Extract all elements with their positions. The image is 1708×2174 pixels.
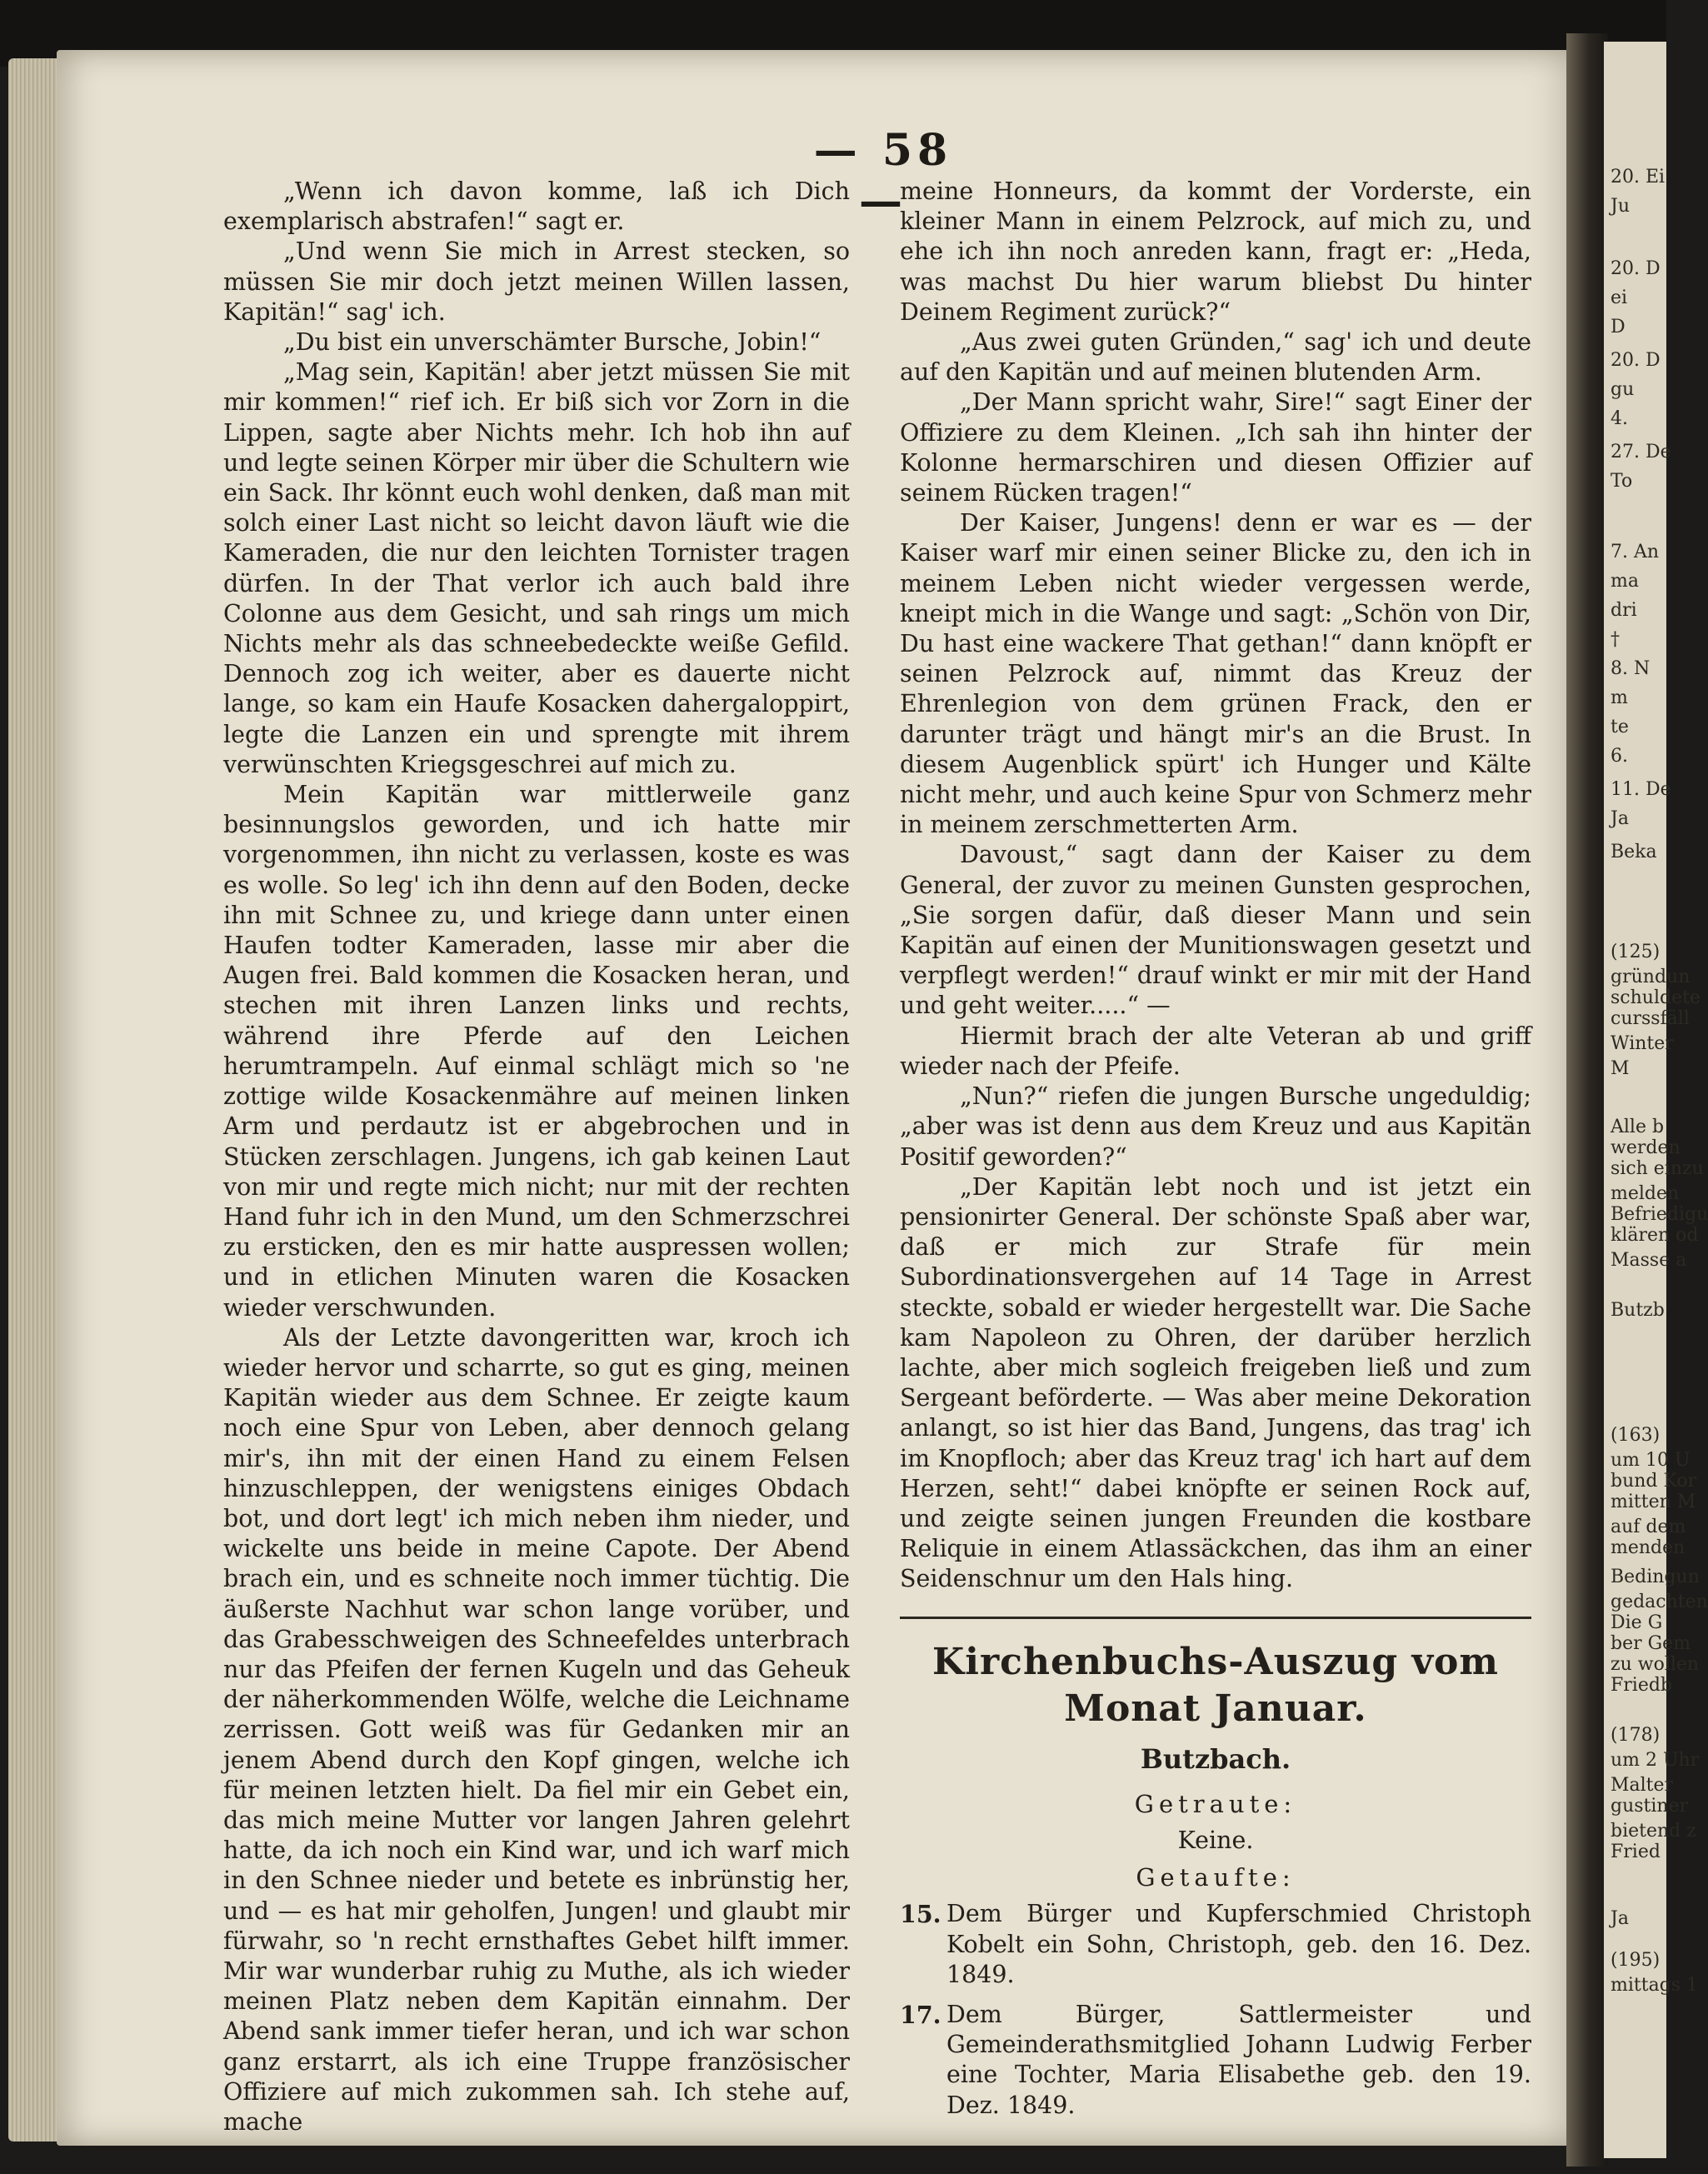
adjacent-page-fragment: 20. D [1611, 350, 1661, 371]
paragraph: „Mag sein, Kapitän! aber jetzt müssen Sie mit mir kommen!“ rief ich. Er biß sich vor Zorn in die Lippen, sagte aber Nichts mehr. Ich hob ihn auf und legte seinen Körper mir über die Schultern wie ein Sack. Ihr könnt euch wohl denken, daß man mit solch einer Last nicht so leicht davon läuft wie die Kameraden, die nur den leichten Tornister tragen dürfen. In der That verlor ich auch bald ihre Colonne aus dem Gesicht, und sah rings um mich Nichts mehr als das schneebedeckte weiße Gefild. Dennoch zog ich weiter, aber es dauerte nicht lange, so kam ein Haufe Kosacken dahergaloppirt, legte die Lanzen ein und sprengte mit ihrem verwünschten Kriegsgeschrei auf mich zu. [223, 358, 850, 778]
adjacent-page-fragment: 11. De [1611, 779, 1671, 800]
adjacent-page-fragment: klären od [1611, 1225, 1699, 1246]
paragraph: Davoust,“ sagt dann der Kaiser zu dem General, der zuvor zu meinen Gunsten gesprochen, „Sie sorgen dafür, daß dieser Mann und sein Kapitän auf einen der Munitionswagen gesetzt und verpflegt werden!“ drauf winkt er mir mit der Hand und geht weiter.....“ — [900, 841, 1531, 1020]
adjacent-page-fragment: gu [1611, 379, 1635, 400]
adjacent-page-fragment: (178) [1611, 1725, 1661, 1746]
adjacent-page-fragment: Friedb [1611, 1675, 1673, 1696]
adjacent-page-fragment: bund Kor [1611, 1471, 1697, 1492]
paragraph: „Nun?“ riefen die jungen Bursche ungeduldig; „aber was ist denn aus dem Kreuz und aus Kapitän Positif geworden?“ [900, 1082, 1531, 1171]
adjacent-page-fragment: (195) [1611, 1950, 1661, 1971]
adjacent-page-fragment: sich einzu [1611, 1158, 1704, 1179]
left-text-column [223, 177, 850, 2137]
adjacent-page-fragment: curssfäll [1611, 1008, 1690, 1029]
register-entry [900, 1899, 1531, 1990]
adjacent-page-fragment: bietend z [1611, 1821, 1696, 1842]
adjacent-page-fragment: 4. [1611, 408, 1628, 429]
adjacent-page-fragment: Fried [1611, 1842, 1661, 1862]
register-title: Kirchenbuchs-Auszug vom Monat Januar. [932, 1640, 1499, 1730]
adjacent-page-fragment: Bedingun [1611, 1567, 1700, 1587]
adjacent-page-fragment: Butzb [1611, 1300, 1665, 1321]
paragraph: „Der Mann spricht wahr, Sire!“ sagt Einer der Offiziere zu dem Kleinen. „Ich sah ihn hinter der Kolonne hermarschiren und diesen Offizier auf seinem Rücken tragen!“ [900, 388, 1531, 507]
adjacent-page-fragment: auf dem [1611, 1517, 1686, 1537]
right-text-column [900, 177, 1531, 2131]
paragraph: Als der Letzte davongeritten war, kroch ich wieder hervor und scharrte, so gut es ging, meinen Kapitän wieder aus dem Schnee. Er zeigte kaum noch eine Spur von Leben, aber dennoch gelang mir's, ihn mit der einen Hand zu einem Felsen hinzuschleppen, der wenigstens einiges Obdach bot, und dort legt' ich mich neben ihm nieder, und wickelte uns beide in meine Capote. Der Abend brach ein, und es schneite noch immer tüchtig. Die äußerste Nachhut war schon lange vorüber, und das Grabesschweigen des Schneefeldes unterbrach nur das Pfeifen der fernen Kugeln und das Geheuk der näherkommenden Wölfe, welche die Leichname zerrissen. Gott weiß was für Gedanken mir an jenem Abend durch den Kopf gingen, welche ich für meinen letzten hielt. Da fiel mir ein Gebet ein, das mich meine Mutter vor langen Jahren gelehrt hatte, da ich noch ein Kind war, und ich warf mich in den Schnee nieder und betete es inbrünstig her, und — es hat mir geholfen, Jungen! und glaubt mir fürwahr, so 'n recht ernsthaftes Gebet hilft immer. Mir war wunderbar ruhig zu Muthe, als ich wieder meinen Platz neben dem Kapitän einnahm. Der Abend sank immer tiefer heran, und ich war schon ganz erstarrt, als ich eine Truppe französischer Offiziere auf mich zukommen sah. Ich stehe auf, mache [223, 1323, 850, 2136]
paragraph: „Aus zwei guten Gründen,“ sag' ich und deute auf den Kapitän und auf meinen blutenden Arm. [900, 328, 1531, 387]
paragraph: „Wenn ich davon komme, laß ich Dich exemplarisch abstrafen!“ sagt er. [223, 177, 850, 236]
adjacent-page-fragment: ma [1611, 571, 1639, 592]
adjacent-page-fragment: gedachten [1611, 1592, 1708, 1612]
adjacent-page-fragment: gründun [1611, 967, 1691, 987]
adjacent-page-fragment: werden [1611, 1137, 1681, 1158]
book-page-edges [8, 58, 58, 2142]
adjacent-page-fragment: m [1611, 687, 1628, 708]
married-value: Keine. [1177, 1826, 1254, 1854]
adjacent-page-fragment: schuldete [1611, 987, 1701, 1008]
adjacent-page-fragment: Ju [1611, 196, 1630, 217]
adjacent-page-fragment: menden [1611, 1537, 1686, 1558]
adjacent-page-fragment: † [1611, 629, 1620, 650]
adjacent-page-fragment: ber Gem [1611, 1633, 1691, 1654]
adjacent-page-fragment: To [1611, 471, 1633, 492]
adjacent-page-fragment: 8. N [1611, 658, 1651, 679]
adjacent-page-fragment: 7. An [1611, 542, 1660, 562]
adjacent-page-fragment: Malter [1611, 1775, 1674, 1796]
married-heading: Getraute: [1134, 1789, 1297, 1818]
adjacent-page-fragment: Alle b [1611, 1117, 1665, 1137]
paragraph: Mein Kapitän war mittlerweile ganz besinnungslos geworden, und ich hatte mir vorgenommen, ihn nicht zu verlassen, koste es was es wolle. So leg' ich ihn denn auf den Boden, decke ihn mit Schnee zu, und kriege dann unter einen Haufen todter Kameraden, lasse mir aber die Augen frei. Bald kommen die Kosacken heran, und stechen mit ihren Lanzen links und rechts, während ihre Pferde auf den Leichen herumtrampeln. Auf einmal schlägt mich so 'ne zottige wilde Kosackenmähre auf meinen linken Arm und perdautz ist er abgebrochen und in Stücken zerschlagen. Jungens, ich gab keinen Laut von mir und regte mich nicht; nur mit der rechten Hand fuhr ich in den Mund, um den Schmerzschrei zu ersticken, den es mir hatte auspressen wollen; und in etlichen Minuten waren die Kosacken wieder verschwunden. [223, 781, 850, 1322]
entry-number: 17. [900, 2000, 941, 2029]
entry-text: Dem Bürger und Kupferschmied Christoph Kobelt ein Sohn, Christoph, geb. den 16. Dez. 1849. [946, 1900, 1531, 1988]
adjacent-page-fragment: 27. De [1611, 442, 1671, 462]
adjacent-page-fragment: (163) [1611, 1425, 1661, 1446]
baptized-heading: Getaufte: [1136, 1863, 1296, 1892]
entry-number: 15. [900, 1900, 941, 1929]
paragraph: „Du bist ein unverschämter Bursche, Jobin!“ [283, 328, 822, 357]
paragraph: Der Kaiser, Jungens! denn er war es — der Kaiser warf mir einen seiner Blicke zu, den ich in meinem Leben nicht wieder vergessen werde, kneipt mich in die Wange und sagt: „Schön von Dir, Du hast eine wackere That gethan!“ dann knöpft er seinen Pelzrock auf, nimmt das Kreuz der Ehrenlegion von dem grünen Frack, den er darunter trägt und hängt mir's an die Brust. In diesem Augenblick spürt' ich Hunger und Kälte nicht mehr, und auch keine Spur von Schmerz mehr in meinem zerschmetterten Arm. [900, 509, 1531, 839]
paragraph: „Der Kapitän lebt noch und ist jetzt ein pensionirter General. Der schönste Spaß aber war, daß er mich zur Strafe für mein Subordinationsvergehen auf 14 Tage in Arrest steckte, sobald er wieder hergestellt war. Die Sache kam Napoleon zu Ohren, der darüber herzlich lachte, aber mich sogleich freigeben ließ und zum Sergeant beförderte. — Was aber meine Dekoration anlangt, so ist hier das Band, Jungens, das trag' ich im Knopfloch; aber das Kreuz trag' ich hart auf dem Herzen, seht!“ dabei knöpfte er seinen Rock auf, und zeigte seinen jungen Freunden die kostbare Reliquie in einem Atlassäckchen, das ihm an einer Seidenschnur um den Hals hing. [900, 1172, 1531, 1593]
adjacent-page-fragment: Ja [1611, 808, 1629, 829]
adjacent-page-fragment: 20. D [1611, 258, 1661, 279]
adjacent-page-fragment: M [1611, 1058, 1630, 1079]
paragraph: Hiermit brach der alte Veteran ab und griff wieder nach der Pfeife. [900, 1022, 1531, 1080]
adjacent-page-fragment: 6. [1611, 746, 1628, 767]
adjacent-page-fragment: D [1611, 317, 1626, 337]
adjacent-page-fragment: mitten M [1611, 1492, 1696, 1512]
adjacent-page-fragment: Winter [1611, 1033, 1674, 1054]
paragraph: „Und wenn Sie mich in Arrest stecken, so müssen Sie mir doch jetzt meinen Willen lassen, Kapitän!“ sag' ich. [223, 237, 850, 326]
adjacent-page-fragment: mittags 1 [1611, 1975, 1699, 1996]
adjacent-page-fragment: Die G [1611, 1612, 1663, 1633]
adjacent-page-fragment: dri [1611, 600, 1637, 621]
adjacent-page-fragment: melden [1611, 1183, 1680, 1204]
register-entry [900, 2000, 1531, 2121]
section-divider [900, 1617, 1531, 1619]
adjacent-page-fragment: ei [1611, 287, 1628, 308]
book-gutter [1566, 33, 1608, 2167]
register-place: Butzbach. [1140, 1742, 1291, 1775]
entry-text: Dem Bürger, Sattlermeister und Gemeinderathsmitglied Johann Ludwig Ferber eine Tochter, Maria Elisabethe geb. den 19. Dez. 1849. [946, 2000, 1531, 2119]
adjacent-page-fragment: zu wollen [1611, 1654, 1700, 1675]
adjacent-page-fragment: 20. Ei [1611, 167, 1666, 187]
adjacent-page-fragment: um 2 Uhr [1611, 1750, 1700, 1771]
adjacent-page-fragment: gustiner [1611, 1796, 1689, 1817]
page-number: — 58 — [813, 125, 953, 227]
adjacent-page-fragment: um 10 U [1611, 1450, 1691, 1471]
paragraph: meine Honneurs, da kommt der Vorderste, ein kleiner Mann in einem Pelzrock, auf mich zu, und ehe ich ihn noch anreden kann, fragt er: „Heda, was machst Du hier warum bliebst Du hinter Deinem Regiment zurück?“ [900, 177, 1531, 326]
adjacent-page-fragment: Beka [1611, 842, 1657, 862]
adjacent-page-fragment: Masse a [1611, 1250, 1687, 1271]
adjacent-page-fragment: (125) [1611, 942, 1661, 962]
adjacent-page-fragment: Befriedigu [1611, 1204, 1708, 1225]
adjacent-page-strip [1604, 42, 1708, 2158]
adjacent-page-fragment: Ja [1611, 1908, 1629, 1929]
adjacent-page-fragment: te [1611, 717, 1629, 737]
